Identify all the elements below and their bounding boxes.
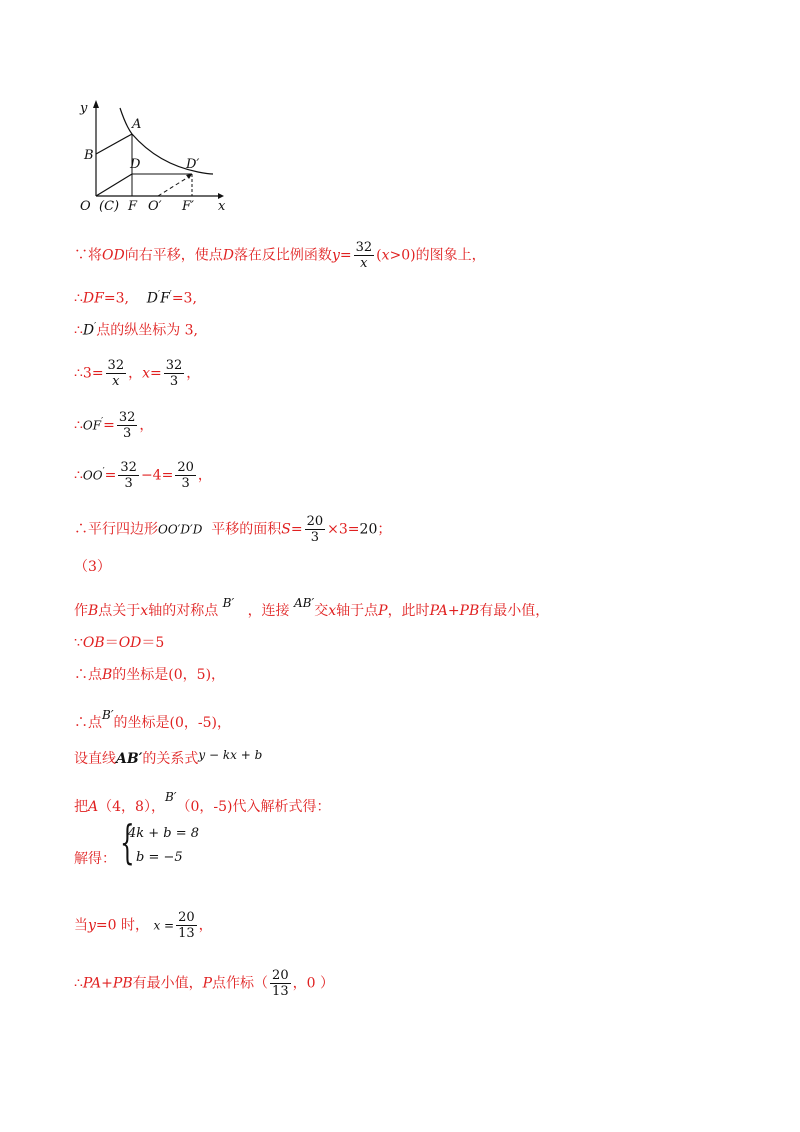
var-OD: OD	[102, 247, 125, 264]
text: 交	[314, 603, 329, 619]
var-S: S	[281, 521, 291, 538]
segment-BA	[96, 134, 132, 154]
fraction-32-over-x	[106, 358, 127, 389]
text: =	[150, 365, 162, 382]
text: =	[103, 417, 115, 434]
text: ＝	[104, 635, 119, 651]
text: 作	[74, 603, 88, 619]
text: ∴点	[74, 667, 102, 683]
label-D: D	[130, 157, 141, 172]
var-x: x	[381, 247, 390, 264]
line-1	[74, 240, 486, 271]
var-OD: OD	[118, 635, 142, 651]
fraction-20-over-3	[175, 460, 196, 491]
var-B-prime: B′	[222, 596, 235, 610]
var-B-prime: B′	[164, 790, 177, 804]
text: （0，-5)代入解析式得：	[176, 799, 331, 815]
var-AB-prime: AB′	[116, 751, 143, 767]
label-A: A	[132, 117, 142, 132]
text: ∴平行四边形	[74, 521, 158, 538]
text: ∴	[74, 322, 83, 339]
var-P: P	[202, 975, 213, 992]
text: ∴	[74, 417, 83, 434]
text: +	[101, 975, 113, 992]
prime: ′	[102, 466, 105, 477]
text: 有最小值，	[132, 975, 203, 992]
var-PB: PB	[112, 975, 133, 992]
line-12	[74, 706, 231, 732]
line-4	[74, 358, 200, 389]
var-PB: PB	[459, 603, 480, 619]
text: ∴3=	[74, 365, 104, 382]
numerator: 32	[355, 240, 373, 255]
equation-system	[120, 815, 210, 870]
var-y: y	[88, 917, 96, 934]
line-13	[74, 746, 262, 768]
text: 设直线	[74, 751, 116, 767]
text: 落在反比例函数	[233, 247, 332, 264]
text: 平移的面积	[211, 521, 282, 538]
text: =	[290, 521, 303, 538]
var-A: A	[88, 799, 99, 815]
fraction-32-over-3	[117, 410, 138, 441]
var-P: P	[378, 603, 388, 619]
label-F-prime: F′	[182, 199, 194, 214]
var-D: D	[222, 247, 234, 264]
text: 当	[74, 917, 88, 934]
var-F: F	[160, 290, 170, 307]
fraction-32-over-3	[118, 460, 139, 491]
line-5	[74, 410, 153, 441]
fraction-20-over-13	[176, 910, 197, 941]
text: ；	[377, 521, 392, 538]
line-8	[74, 558, 111, 576]
label-y: y	[80, 101, 88, 116]
prime: ′	[94, 322, 97, 332]
text: 点的纵坐标为 3,	[96, 322, 199, 339]
text: ，	[139, 417, 154, 434]
text: ∴	[74, 975, 83, 992]
fraction-20-over-13	[270, 968, 291, 999]
denominator: 3	[169, 374, 179, 389]
text: ＝5	[141, 635, 165, 651]
label-O: O	[80, 199, 91, 214]
var-B-prime: B′	[102, 708, 114, 722]
area-result: 20	[359, 521, 378, 538]
text: 解得：	[74, 851, 116, 867]
var-OB: OB	[82, 635, 105, 651]
text: 把	[74, 799, 88, 815]
numerator: 20	[306, 514, 324, 529]
text: ×3=	[327, 521, 360, 538]
text: ，连接	[247, 603, 290, 619]
fraction-32-over-x	[354, 240, 375, 271]
var-AB-prime: AB′	[294, 596, 315, 610]
numerator: 32	[165, 358, 183, 373]
text: ∵	[74, 635, 83, 651]
denominator: x	[112, 374, 120, 389]
var-parallelogram: OO′D′D	[158, 522, 203, 537]
text: (	[376, 247, 382, 264]
coordinate-figure	[68, 96, 228, 220]
segment-OD	[96, 174, 132, 196]
y-axis-arrow	[93, 100, 99, 108]
text: ∴	[74, 467, 83, 484]
text: 的图象上，	[415, 247, 486, 264]
line-7	[74, 514, 391, 545]
label-C: (C)	[99, 199, 120, 214]
numerator: 32	[120, 460, 137, 475]
figure-svg	[68, 96, 228, 220]
denominator: 3	[124, 476, 133, 491]
text: =	[104, 467, 117, 484]
text: 点作标（	[212, 975, 269, 992]
denominator: 3	[181, 476, 190, 491]
text: ，	[197, 467, 212, 484]
text: 轴的对称点	[148, 603, 219, 619]
line-2	[74, 286, 197, 308]
var-x: x =	[153, 918, 175, 933]
brace: {	[120, 815, 135, 869]
text: 轴于点	[336, 603, 379, 619]
var-B: B	[88, 603, 99, 619]
prime: ′	[169, 290, 172, 300]
line-14	[74, 788, 331, 816]
text: （4，8），	[98, 799, 165, 815]
denominator: 13	[178, 926, 195, 941]
text: ∴	[74, 290, 83, 307]
var-B: B	[102, 667, 113, 683]
numerator: 20	[178, 910, 195, 925]
denominator: 3	[310, 530, 320, 545]
text: 的关系式	[142, 751, 199, 767]
text: −4=	[140, 467, 174, 484]
line-17	[74, 968, 334, 999]
text: ，此时	[387, 603, 430, 619]
text: 点关于	[98, 603, 141, 619]
text: ∵将	[74, 247, 102, 264]
denominator: 3	[123, 426, 132, 441]
text: =3,	[171, 290, 197, 307]
label-O-prime: O′	[148, 199, 162, 214]
numerator: 20	[272, 968, 289, 983]
fraction-32-over-3	[164, 358, 185, 389]
var-OO: OO	[82, 468, 103, 483]
var-D: D	[82, 322, 95, 339]
equation-row-2: b = −5	[136, 850, 183, 865]
label-F: F	[128, 199, 138, 214]
segment-O2D2	[158, 176, 190, 196]
text: 有最小值，	[479, 603, 550, 619]
prime: ′	[158, 290, 161, 300]
var-PA: PA	[429, 603, 448, 619]
denominator: x	[360, 256, 368, 271]
label-x: x	[218, 199, 226, 214]
label-D-prime: D′	[186, 157, 200, 172]
equation-row-1: 4k + b = 8	[128, 826, 200, 841]
text: ，	[198, 917, 213, 934]
prime: ′	[101, 416, 104, 427]
var-x: x	[142, 365, 150, 382]
var-x: x	[140, 603, 149, 619]
text: ∴点	[74, 715, 102, 731]
text: ，	[128, 365, 143, 382]
line-15	[74, 850, 116, 868]
var-x: x	[328, 603, 337, 619]
var-y: y=	[331, 247, 352, 264]
text: ，	[186, 365, 201, 382]
line-6	[74, 460, 212, 491]
part-label: （3）	[74, 559, 111, 575]
var-DF: DF	[82, 290, 104, 307]
label-B: B	[84, 148, 94, 163]
fraction-20-over-3	[305, 514, 326, 545]
line-11	[74, 666, 225, 684]
var-D: D	[146, 290, 159, 307]
var-OF: OF	[82, 418, 102, 433]
line-16	[74, 910, 213, 941]
numerator: 32	[118, 410, 136, 425]
text: ，0 ）	[292, 975, 334, 992]
var-PA: PA	[82, 975, 102, 992]
numerator: 20	[177, 460, 194, 475]
line-equation: y − kx + b	[198, 748, 263, 762]
text: 的坐标是(0，-5)，	[113, 715, 232, 731]
text: 向右平移，使点	[124, 247, 223, 264]
line-9	[74, 594, 549, 620]
text: =0 时，	[95, 917, 150, 934]
line-3	[74, 318, 198, 340]
text: 的坐标是(0，5)，	[112, 667, 226, 683]
text: +	[447, 603, 460, 619]
dashed-arrow	[186, 174, 192, 179]
text: =3,	[103, 290, 129, 307]
denominator: 13	[272, 984, 289, 999]
numerator: 32	[107, 358, 125, 373]
text: >0)	[389, 247, 416, 264]
line-10	[74, 634, 164, 652]
